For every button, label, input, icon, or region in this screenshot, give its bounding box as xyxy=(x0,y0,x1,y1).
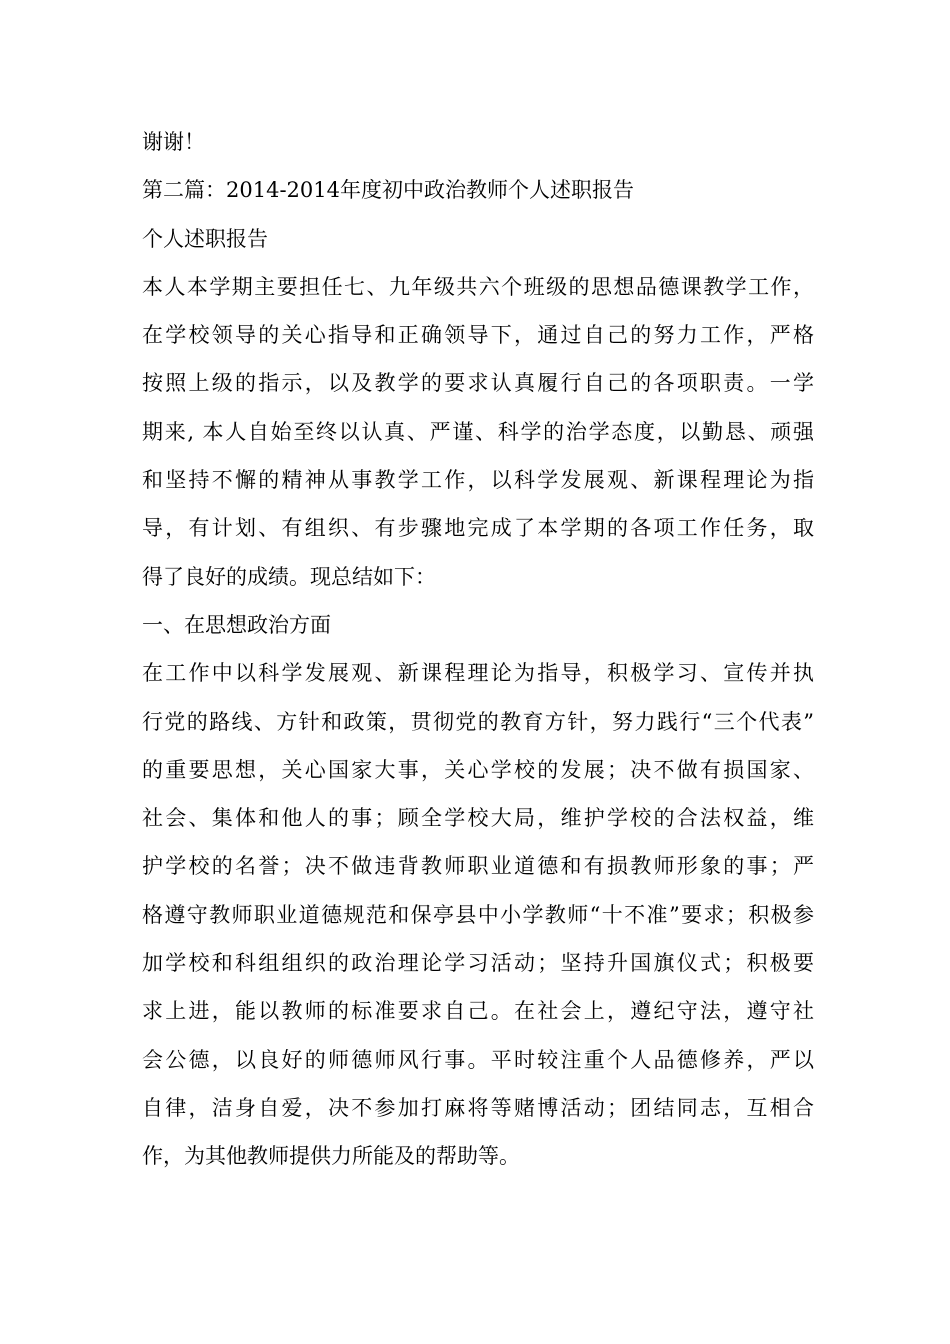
closing-text: 谢谢！ xyxy=(142,130,205,154)
paragraph-line: 导，有计划、有组织、有步骤地完成了本学期的各项工作任务，取 xyxy=(142,516,814,541)
paragraph-line: 的重要思想，关心国家大事，关心学校的发展；决不做有损国家、 xyxy=(142,757,814,782)
intro-paragraph xyxy=(142,263,814,601)
paragraph-line: 社会、集体和他人的事；顾全学校大局，维护学校的合法权益，维 xyxy=(142,806,814,831)
paragraph-line: 本人本学期主要担任七、九年级共六个班级的思想品德课教学工作， xyxy=(142,274,814,299)
paragraph-line: 在学校领导的关心指导和正确领导下，通过自己的努力工作，严格 xyxy=(142,323,814,348)
section-heading: 一、在思想政治方面 xyxy=(142,612,331,637)
section1-paragraph xyxy=(142,649,814,1180)
document-body xyxy=(142,118,814,1181)
paragraph-line: 加学校和科组组织的政治理论学习活动；坚持升国旗仪式；积极要 xyxy=(142,951,814,976)
report-title: 个人述职报告 xyxy=(142,226,268,251)
paragraph-line: 期来, 本人自始至终以认真、严谨、科学的治学态度，以勤恳、顽强 xyxy=(142,419,814,444)
paragraph-line: 和坚持不懈的精神从事教学工作，以科学发展观、新课程理论为指 xyxy=(142,468,814,493)
paragraph-line: 格遵守教师职业道德规范和保亭县中小学教师“十不准”要求；积极参 xyxy=(142,902,814,927)
article-heading: 第二篇：2014-2014年度初中政治教师个人述职报告 xyxy=(142,178,634,203)
paragraph-line: 得了良好的成绩。现总结如下： xyxy=(142,564,436,589)
paragraph-line: 护学校的名誉；决不做违背教师职业道德和有损教师形象的事；严 xyxy=(142,854,814,879)
paragraph-line: 自律，洁身自爱，决不参加打麻将等赌博活动；团结同志，互相合 xyxy=(142,1095,814,1120)
paragraph-line: 按照上级的指示，以及教学的要求认真履行自己的各项职责。一学 xyxy=(142,371,814,396)
paragraph-line: 求上进，能以教师的标准要求自己。在社会上，遵纪守法，遵守社 xyxy=(142,999,814,1024)
paragraph-line: 作，为其他教师提供力所能及的帮助等。 xyxy=(142,1144,520,1169)
paragraph-line: 行党的路线、方针和政策，贯彻党的教育方针，努力践行“三个代表” xyxy=(142,709,814,734)
paragraph-line: 在工作中以科学发展观、新课程理论为指导，积极学习、宣传并执 xyxy=(142,661,814,686)
paragraph-line: 会公德，以良好的师德师风行事。平时较注重个人品德修养，严以 xyxy=(142,1047,814,1072)
